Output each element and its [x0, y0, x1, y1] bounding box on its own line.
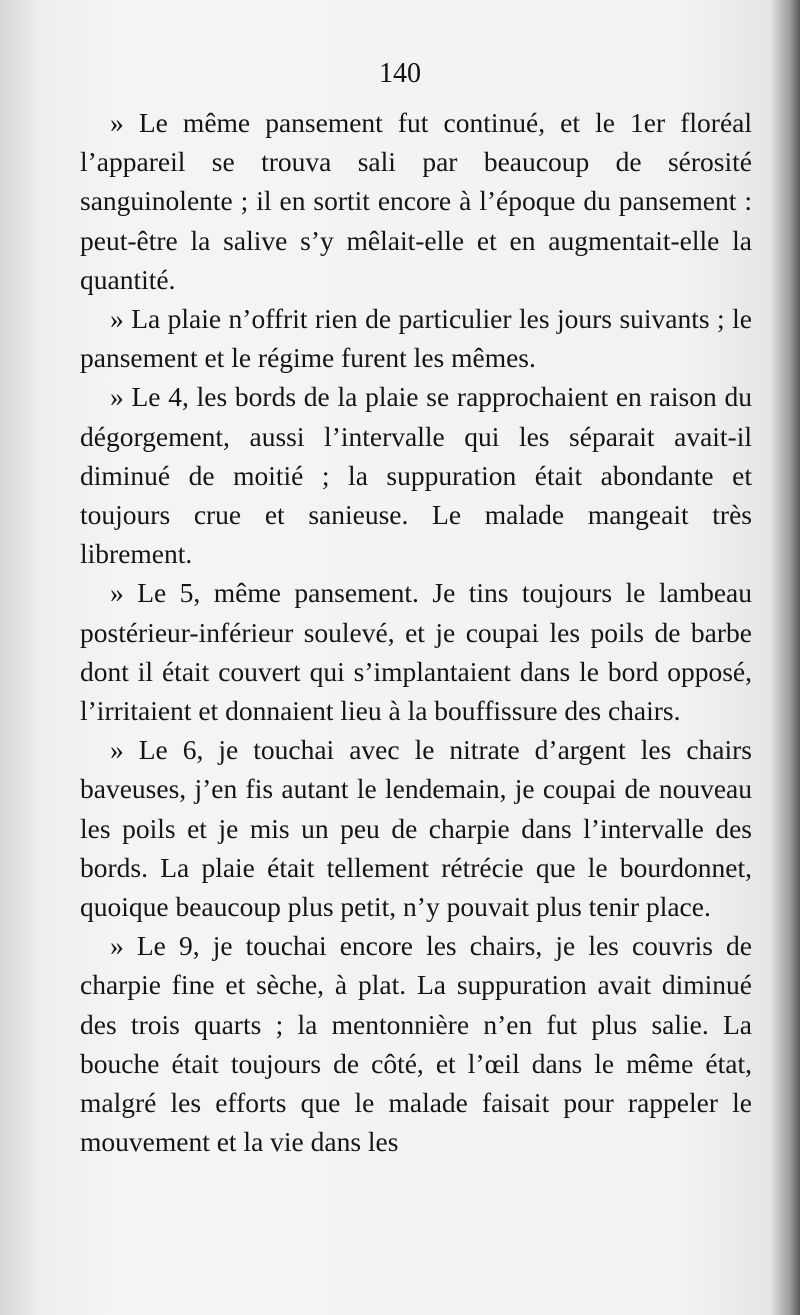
paragraph-5: » Le 6, je touchai avec le nitrate d’argent les chairs baveuses, j’en fis autant le lendemain, je coupai de nouveau les poils et je mis un peu de charpie dans l’intervalle des bords. La plaie était tellement rétrécie que le bourdonnet, quoique beaucoup plus petit, n’y pouvait plus tenir place. — [80, 734, 752, 923]
body-text — [80, 103, 752, 1161]
paragraph-1: » Le même pansement fut continué, et le 1er floréal l’appareil se trouva sali par beaucoup de sérosité sanguinolente ; il en sortit encore à l’époque du pansement : peut-être la salive s’y mêlait-elle et en augmentait-elle la quantité. — [80, 107, 752, 295]
paragraph-2: » La plaie n’offrit rien de particulier les jours suivants ; le pansement et le régime furent les mêmes. — [80, 303, 752, 374]
paragraph-3: » Le 4, les bords de la plaie se rapprochaient en raison du dégorgement, aussi l’intervalle qui les séparait avait-il diminué de moitié ; la suppuration était abondante et toujours crue et sanieuse. Le malade mangeait très librement. — [80, 381, 752, 570]
page-number: 140 — [379, 58, 421, 89]
paragraph-4: » Le 5, même pansement. Je tins toujours le lambeau postérieur-inférieur soulevé, et je coupai les poils de barbe dont il était couvert qui s’implantaient dans le bord opposé, l’irritaient et donnaient lieu à la bouffissure des chairs. — [80, 577, 752, 727]
paragraph-6: » Le 9, je touchai encore les chairs, je les couvris de charpie fine et sèche, à plat. La suppuration avait diminué des trois quarts ; la mentonnière n’en fut plus salie. La bouche était toujours de côté, et l’œil dans le même état, malgré les efforts que le malade faisait pour rappeler le mouvement et la vie dans les — [80, 930, 752, 1158]
